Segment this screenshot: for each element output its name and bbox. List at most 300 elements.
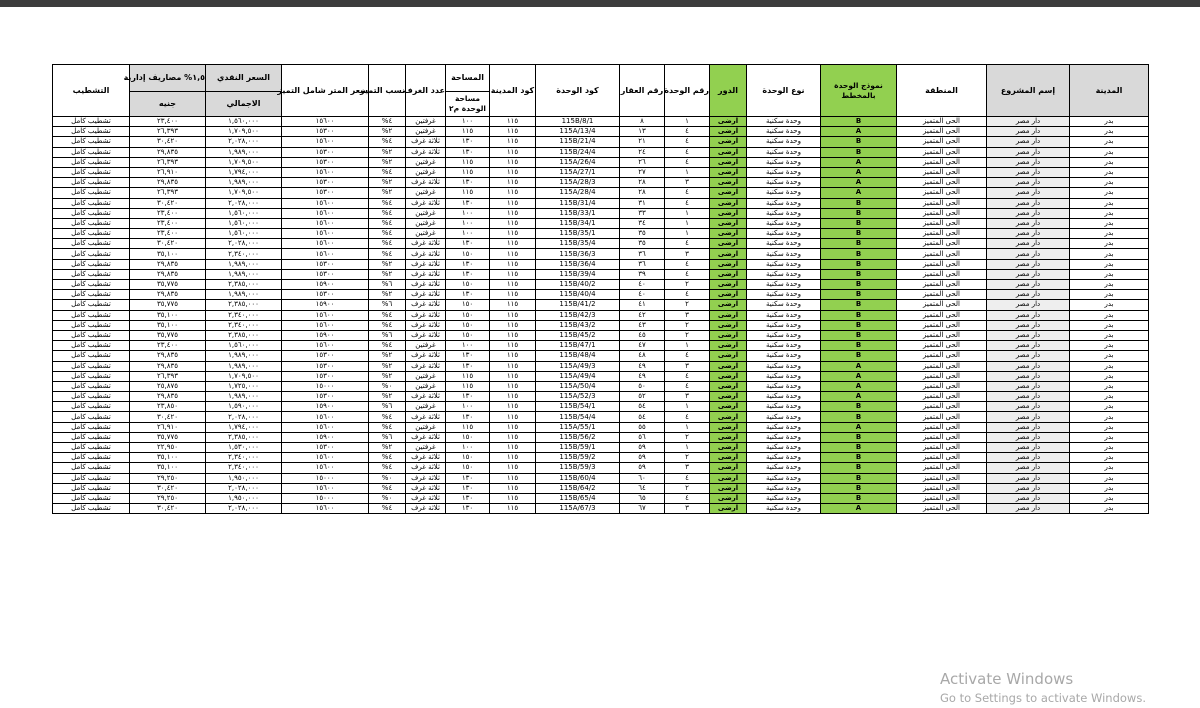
cell-rooms: ثلاثة غرف <box>406 147 446 157</box>
cell-city: بدر <box>1070 443 1149 453</box>
cell-region: الحى المتميز <box>897 412 987 422</box>
cell-area: ١٣٠ <box>446 290 490 300</box>
cell-total: ١,٧٠٩,٥٠٠ <box>206 157 282 167</box>
cell-city-code: ١١٥ <box>490 157 536 167</box>
cell-unit-no: ٢ <box>665 432 710 442</box>
cell-unit-no: ١ <box>665 117 710 127</box>
cell-rooms: ثلاثة غرف <box>406 483 446 493</box>
cell-city-code: ١١٥ <box>490 198 536 208</box>
cell-finishing: تشطيب كامل <box>53 432 130 442</box>
table-row <box>53 361 1149 371</box>
cell-unit-no: ٣ <box>665 463 710 473</box>
cell-property-no: ٣٤ <box>620 218 665 228</box>
table-row <box>53 157 1149 167</box>
cell-area: ١٣٠ <box>446 239 490 249</box>
cell-premium-pct: ٢% <box>369 443 406 453</box>
table-row <box>53 483 1149 493</box>
cell-model: A <box>821 504 897 514</box>
cell-floor: ارضى <box>710 473 747 483</box>
cell-unit-code: 115B/24/4 <box>536 147 620 157</box>
cell-area: ١١٥ <box>446 422 490 432</box>
cell-floor: ارضى <box>710 290 747 300</box>
cell-meter-price: ١٥٩٠٠ <box>282 432 369 442</box>
cell-area: ١١٥ <box>446 157 490 167</box>
table-row <box>53 280 1149 290</box>
cell-floor: ارضى <box>710 249 747 259</box>
cell-property-no: ٤٣ <box>620 320 665 330</box>
cell-region: الحى المتميز <box>897 249 987 259</box>
cell-meter-price: ١٥٦٠٠ <box>282 463 369 473</box>
cell-model: B <box>821 310 897 320</box>
cell-rooms: ثلاثة غرف <box>406 198 446 208</box>
cell-city-code: ١١٥ <box>490 381 536 391</box>
cell-rooms: ثلاثة غرف <box>406 239 446 249</box>
cell-region: الحى المتميز <box>897 463 987 473</box>
cell-unit-code: 115A/28/4 <box>536 188 620 198</box>
cell-model: A <box>821 361 897 371</box>
cell-area: ١٥٠ <box>446 249 490 259</box>
cell-region: الحى المتميز <box>897 371 987 381</box>
header-cash-price: السعر النقدي <box>206 65 282 92</box>
cell-rooms: ثلاثة غرف <box>406 504 446 514</box>
cell-city-code: ١١٥ <box>490 178 536 188</box>
cell-city-code: ١١٥ <box>490 473 536 483</box>
cell-rooms: ثلاثة غرف <box>406 453 446 463</box>
cell-model: B <box>821 412 897 422</box>
cell-rooms: غرفتين <box>406 208 446 218</box>
cell-unit-no: ٤ <box>665 269 710 279</box>
cell-rooms: غرفتين <box>406 157 446 167</box>
header-region: المنطقة <box>897 65 987 117</box>
cell-city-code: ١١٥ <box>490 320 536 330</box>
cell-floor: ارضى <box>710 269 747 279</box>
cell-unit-type: وحدة سكنية <box>747 493 821 503</box>
cell-region: الحى المتميز <box>897 443 987 453</box>
cell-project: دار مصر <box>987 341 1070 351</box>
cell-premium-pct: ٢% <box>369 371 406 381</box>
cell-unit-no: ٤ <box>665 137 710 147</box>
cell-finishing: تشطيب كامل <box>53 127 130 137</box>
cell-unit-code: 115B/34/1 <box>536 218 620 228</box>
cell-city: بدر <box>1070 239 1149 249</box>
cell-unit-type: وحدة سكنية <box>747 157 821 167</box>
cell-unit-code: 115B/35/1 <box>536 229 620 239</box>
cell-region: الحى المتميز <box>897 300 987 310</box>
cell-floor: ارضى <box>710 147 747 157</box>
cell-unit-no: ١ <box>665 443 710 453</box>
cell-finishing: تشطيب كامل <box>53 198 130 208</box>
cell-city-code: ١١٥ <box>490 147 536 157</box>
cell-unit-no: ٢ <box>665 453 710 463</box>
cell-city: بدر <box>1070 392 1149 402</box>
cell-unit-no: ٤ <box>665 493 710 503</box>
cell-region: الحى المتميز <box>897 147 987 157</box>
cell-area: ١٣٠ <box>446 412 490 422</box>
header-model: نموذج الوحدة بالمخطط <box>821 65 897 117</box>
header-unit-type: نوع الوحدة <box>747 65 821 117</box>
cell-meter-price: ١٥٣٠٠ <box>282 443 369 453</box>
cell-model: A <box>821 127 897 137</box>
cell-finishing: تشطيب كامل <box>53 341 130 351</box>
cell-region: الحى المتميز <box>897 229 987 239</box>
cell-unit-type: وحدة سكنية <box>747 361 821 371</box>
cell-meter-price: ١٥٦٠٠ <box>282 249 369 259</box>
cell-rooms: ثلاثة غرف <box>406 249 446 259</box>
cell-city-code: ١١٥ <box>490 137 536 147</box>
cell-meter-price: ١٥٦٠٠ <box>282 239 369 249</box>
cell-model: A <box>821 381 897 391</box>
cell-premium-pct: ٢% <box>369 290 406 300</box>
cell-admin-fee: ٢٩,٨٣٥ <box>130 351 206 361</box>
cell-project: دار مصر <box>987 483 1070 493</box>
cell-unit-type: وحدة سكنية <box>747 188 821 198</box>
cell-rooms: ثلاثة غرف <box>406 280 446 290</box>
cell-meter-price: ١٥٠٠٠ <box>282 473 369 483</box>
cell-total: ١,٩٨٩,٠٠٠ <box>206 351 282 361</box>
cell-premium-pct: ٤% <box>369 320 406 330</box>
cell-admin-fee: ٣٥,٧٧٥ <box>130 330 206 340</box>
cell-city-code: ١١٥ <box>490 351 536 361</box>
cell-model: B <box>821 117 897 127</box>
watermark-title: Activate Windows <box>940 670 1074 688</box>
cell-unit-code: 115B/8/1 <box>536 117 620 127</box>
cell-unit-type: وحدة سكنية <box>747 443 821 453</box>
cell-premium-pct: ٢% <box>369 351 406 361</box>
cell-region: الحى المتميز <box>897 330 987 340</box>
cell-total: ٢,٠٢٨,٠٠٠ <box>206 483 282 493</box>
cell-property-no: ٢٨ <box>620 188 665 198</box>
cell-finishing: تشطيب كامل <box>53 310 130 320</box>
cell-region: الحى المتميز <box>897 208 987 218</box>
cell-project: دار مصر <box>987 290 1070 300</box>
cell-area: ١٣٠ <box>446 147 490 157</box>
cell-total: ٢,٠٢٨,٠٠٠ <box>206 412 282 422</box>
cell-city-code: ١١٥ <box>490 392 536 402</box>
cell-admin-fee: ٣٠,٤٢٠ <box>130 412 206 422</box>
cell-premium-pct: ٢% <box>369 178 406 188</box>
cell-meter-price: ١٥٩٠٠ <box>282 402 369 412</box>
cell-premium-pct: ٦% <box>369 432 406 442</box>
cell-floor: ارضى <box>710 351 747 361</box>
cell-city-code: ١١٥ <box>490 412 536 422</box>
cell-region: الحى المتميز <box>897 239 987 249</box>
cell-finishing: تشطيب كامل <box>53 300 130 310</box>
cell-unit-type: وحدة سكنية <box>747 137 821 147</box>
cell-property-no: ٤٥ <box>620 330 665 340</box>
cell-premium-pct: ٢% <box>369 259 406 269</box>
cell-admin-fee: ٣٠,٤٢٠ <box>130 483 206 493</box>
cell-finishing: تشطيب كامل <box>53 351 130 361</box>
cell-unit-type: وحدة سكنية <box>747 167 821 177</box>
cell-unit-no: ٤ <box>665 239 710 249</box>
cell-unit-code: 115B/33/1 <box>536 208 620 218</box>
cell-area: ١٣٠ <box>446 392 490 402</box>
cell-rooms: ثلاثة غرف <box>406 137 446 147</box>
cell-city: بدر <box>1070 157 1149 167</box>
cell-property-no: ٥٩ <box>620 453 665 463</box>
cell-unit-no: ٤ <box>665 147 710 157</box>
table-row <box>53 341 1149 351</box>
cell-region: الحى المتميز <box>897 218 987 228</box>
cell-unit-type: وحدة سكنية <box>747 208 821 218</box>
cell-property-no: ٤٨ <box>620 351 665 361</box>
cell-meter-price: ١٥٦٠٠ <box>282 117 369 127</box>
cell-finishing: تشطيب كامل <box>53 117 130 127</box>
cell-unit-code: 115B/36/3 <box>536 249 620 259</box>
cell-property-no: ٣٣ <box>620 208 665 218</box>
cell-unit-code: 115B/36/4 <box>536 259 620 269</box>
cell-floor: ارضى <box>710 157 747 167</box>
cell-city-code: ١١٥ <box>490 290 536 300</box>
cell-admin-fee: ٢٣,٨٥٠ <box>130 402 206 412</box>
cell-admin-fee: ٢٦,٣٩٣ <box>130 188 206 198</box>
cell-meter-price: ١٥٣٠٠ <box>282 361 369 371</box>
cell-project: دار مصر <box>987 188 1070 198</box>
cell-unit-no: ٣ <box>665 310 710 320</box>
cell-premium-pct: ٢% <box>369 127 406 137</box>
cell-region: الحى المتميز <box>897 392 987 402</box>
cell-unit-type: وحدة سكنية <box>747 330 821 340</box>
cell-area: ١٥٠ <box>446 330 490 340</box>
cell-admin-fee: ٢٦,٩١٠ <box>130 167 206 177</box>
cell-city-code: ١١٥ <box>490 269 536 279</box>
cell-property-no: ٢٦ <box>620 157 665 167</box>
cell-floor: ارضى <box>710 310 747 320</box>
cell-property-no: ٢٧ <box>620 167 665 177</box>
cell-area: ١٥٠ <box>446 320 490 330</box>
cell-unit-code: 115B/40/2 <box>536 280 620 290</box>
cell-meter-price: ١٥٦٠٠ <box>282 229 369 239</box>
cell-total: ١,٩٥٠,٠٠٠ <box>206 473 282 483</box>
cell-property-no: ٤٩ <box>620 371 665 381</box>
cell-finishing: تشطيب كامل <box>53 483 130 493</box>
cell-project: دار مصر <box>987 422 1070 432</box>
cell-region: الحى المتميز <box>897 351 987 361</box>
cell-premium-pct: ٠% <box>369 473 406 483</box>
cell-city: بدر <box>1070 208 1149 218</box>
cell-rooms: ثلاثة غرف <box>406 330 446 340</box>
header-property-no: رقم العقار <box>620 65 665 117</box>
cell-rooms: غرفتين <box>406 381 446 391</box>
cell-unit-no: ٤ <box>665 290 710 300</box>
cell-admin-fee: ٢٩,٢٥٠ <box>130 473 206 483</box>
cell-rooms: ثلاثة غرف <box>406 320 446 330</box>
cell-unit-type: وحدة سكنية <box>747 320 821 330</box>
cell-unit-type: وحدة سكنية <box>747 259 821 269</box>
cell-project: دار مصر <box>987 259 1070 269</box>
cell-finishing: تشطيب كامل <box>53 463 130 473</box>
cell-meter-price: ١٥٠٠٠ <box>282 493 369 503</box>
table-row <box>53 188 1149 198</box>
cell-model: B <box>821 473 897 483</box>
cell-region: الحى المتميز <box>897 127 987 137</box>
cell-area: ١٠٠ <box>446 218 490 228</box>
cell-admin-fee: ٣٠,٤٢٠ <box>130 137 206 147</box>
cell-rooms: غرفتين <box>406 117 446 127</box>
table-row <box>53 259 1149 269</box>
cell-area: ١٠٠ <box>446 117 490 127</box>
cell-city-code: ١١٥ <box>490 249 536 259</box>
cell-property-no: ٥٤ <box>620 412 665 422</box>
cell-finishing: تشطيب كامل <box>53 259 130 269</box>
cell-floor: ارضى <box>710 239 747 249</box>
cell-floor: ارضى <box>710 280 747 290</box>
cell-unit-code: 115B/48/4 <box>536 351 620 361</box>
cell-unit-code: 115B/59/1 <box>536 443 620 453</box>
cell-city-code: ١١٥ <box>490 493 536 503</box>
cell-project: دار مصر <box>987 371 1070 381</box>
cell-city-code: ١١٥ <box>490 504 536 514</box>
cell-finishing: تشطيب كامل <box>53 361 130 371</box>
cell-property-no: ٥٠ <box>620 381 665 391</box>
cell-floor: ارضى <box>710 453 747 463</box>
cell-region: الحى المتميز <box>897 310 987 320</box>
cell-floor: ارضى <box>710 361 747 371</box>
cell-project: دار مصر <box>987 320 1070 330</box>
cell-finishing: تشطيب كامل <box>53 178 130 188</box>
table-row <box>53 330 1149 340</box>
cell-rooms: غرفتين <box>406 341 446 351</box>
cell-premium-pct: ٢% <box>369 269 406 279</box>
cell-total: ١,٥٦٠,٠٠٠ <box>206 229 282 239</box>
cell-area: ١١٥ <box>446 167 490 177</box>
cell-city-code: ١١٥ <box>490 310 536 320</box>
cell-floor: ارضى <box>710 402 747 412</box>
cell-city-code: ١١٥ <box>490 218 536 228</box>
cell-area: ١٣٠ <box>446 198 490 208</box>
cell-model: A <box>821 167 897 177</box>
table-row <box>53 147 1149 157</box>
cell-premium-pct: ٢% <box>369 147 406 157</box>
cell-finishing: تشطيب كامل <box>53 453 130 463</box>
cell-project: دار مصر <box>987 310 1070 320</box>
cell-admin-fee: ٢٦,٣٩٣ <box>130 371 206 381</box>
cell-premium-pct: ٤% <box>369 249 406 259</box>
cell-finishing: تشطيب كامل <box>53 167 130 177</box>
cell-meter-price: ١٥٣٠٠ <box>282 147 369 157</box>
table-row <box>53 473 1149 483</box>
cell-floor: ارضى <box>710 137 747 147</box>
cell-total: ٢,٠٢٨,٠٠٠ <box>206 504 282 514</box>
cell-city: بدر <box>1070 371 1149 381</box>
table-row <box>53 381 1149 391</box>
cell-project: دار مصر <box>987 493 1070 503</box>
cell-premium-pct: ٤% <box>369 229 406 239</box>
table-row <box>53 392 1149 402</box>
cell-meter-price: ١٥٣٠٠ <box>282 269 369 279</box>
cell-unit-type: وحدة سكنية <box>747 432 821 442</box>
cell-admin-fee: ٢٩,٨٣٥ <box>130 361 206 371</box>
cell-admin-fee: ٣٠,٤٢٠ <box>130 198 206 208</box>
table-row <box>53 167 1149 177</box>
table-row <box>53 290 1149 300</box>
cell-total: ٢,٣٤٠,٠٠٠ <box>206 310 282 320</box>
cell-city: بدر <box>1070 320 1149 330</box>
cell-finishing: تشطيب كامل <box>53 290 130 300</box>
cell-model: B <box>821 341 897 351</box>
cell-rooms: ثلاثة غرف <box>406 351 446 361</box>
cell-unit-code: 115B/21/4 <box>536 137 620 147</box>
table-row <box>53 229 1149 239</box>
cell-unit-no: ٣ <box>665 504 710 514</box>
cell-admin-fee: ٣٥,١٠٠ <box>130 463 206 473</box>
cell-area: ١٣٠ <box>446 137 490 147</box>
cell-unit-code: 115B/31/4 <box>536 198 620 208</box>
cell-meter-price: ١٥٦٠٠ <box>282 412 369 422</box>
cell-unit-no: ٢ <box>665 330 710 340</box>
cell-region: الحى المتميز <box>897 157 987 167</box>
header-admin-fee: ١,٥% مصاريف إدارية <box>130 65 206 92</box>
header-currency: جنيه <box>130 92 206 117</box>
cell-area: ١٥٠ <box>446 463 490 473</box>
cell-meter-price: ١٥٦٠٠ <box>282 167 369 177</box>
cell-property-no: ٣١ <box>620 198 665 208</box>
cell-finishing: تشطيب كامل <box>53 280 130 290</box>
cell-model: B <box>821 280 897 290</box>
cell-unit-no: ٤ <box>665 259 710 269</box>
cell-city: بدر <box>1070 117 1149 127</box>
cell-finishing: تشطيب كامل <box>53 330 130 340</box>
table-row <box>53 412 1149 422</box>
cell-unit-code: 115A/26/4 <box>536 157 620 167</box>
cell-project: دار مصر <box>987 412 1070 422</box>
cell-rooms: ثلاثة غرف <box>406 361 446 371</box>
units-price-sheet <box>52 64 1128 514</box>
cell-city-code: ١١٥ <box>490 239 536 249</box>
cell-property-no: ٣٦ <box>620 249 665 259</box>
cell-rooms: ثلاثة غرف <box>406 290 446 300</box>
cell-city: بدر <box>1070 218 1149 228</box>
cell-project: دار مصر <box>987 269 1070 279</box>
cell-unit-no: ٢ <box>665 483 710 493</box>
table-row <box>53 422 1149 432</box>
cell-area: ١٣٠ <box>446 483 490 493</box>
cell-region: الحى المتميز <box>897 483 987 493</box>
cell-unit-code: 115B/43/2 <box>536 320 620 330</box>
cell-unit-no: ٤ <box>665 188 710 198</box>
cell-total: ١,٥٣٠,٠٠٠ <box>206 443 282 453</box>
cell-rooms: ثلاثة غرف <box>406 259 446 269</box>
cell-total: ٢,٣٨٥,٠٠٠ <box>206 300 282 310</box>
cell-model: A <box>821 188 897 198</box>
cell-property-no: ٥٩ <box>620 443 665 453</box>
cell-project: دار مصر <box>987 432 1070 442</box>
cell-region: الحى المتميز <box>897 167 987 177</box>
cell-model: B <box>821 147 897 157</box>
cell-meter-price: ١٥٣٠٠ <box>282 259 369 269</box>
cell-property-no: ٥٤ <box>620 402 665 412</box>
cell-total: ١,٥٦٠,٠٠٠ <box>206 117 282 127</box>
cell-city: بدر <box>1070 412 1149 422</box>
cell-region: الحى المتميز <box>897 320 987 330</box>
cell-city-code: ١١٥ <box>490 259 536 269</box>
header-city-code: كود المدينة <box>490 65 536 117</box>
cell-floor: ارضى <box>710 198 747 208</box>
cell-total: ٢,٣٨٥,٠٠٠ <box>206 330 282 340</box>
cell-city: بدر <box>1070 341 1149 351</box>
cell-unit-no: ٣ <box>665 178 710 188</box>
cell-project: دار مصر <box>987 381 1070 391</box>
table-row <box>53 493 1149 503</box>
cell-property-no: ٣٥ <box>620 239 665 249</box>
cell-unit-type: وحدة سكنية <box>747 381 821 391</box>
cell-total: ٢,٣٤٠,٠٠٠ <box>206 320 282 330</box>
cell-total: ١,٧٠٩,٥٠٠ <box>206 371 282 381</box>
cell-admin-fee: ٣٥,١٠٠ <box>130 320 206 330</box>
cell-model: B <box>821 218 897 228</box>
cell-property-no: ٨ <box>620 117 665 127</box>
cell-area: ١٣٠ <box>446 361 490 371</box>
